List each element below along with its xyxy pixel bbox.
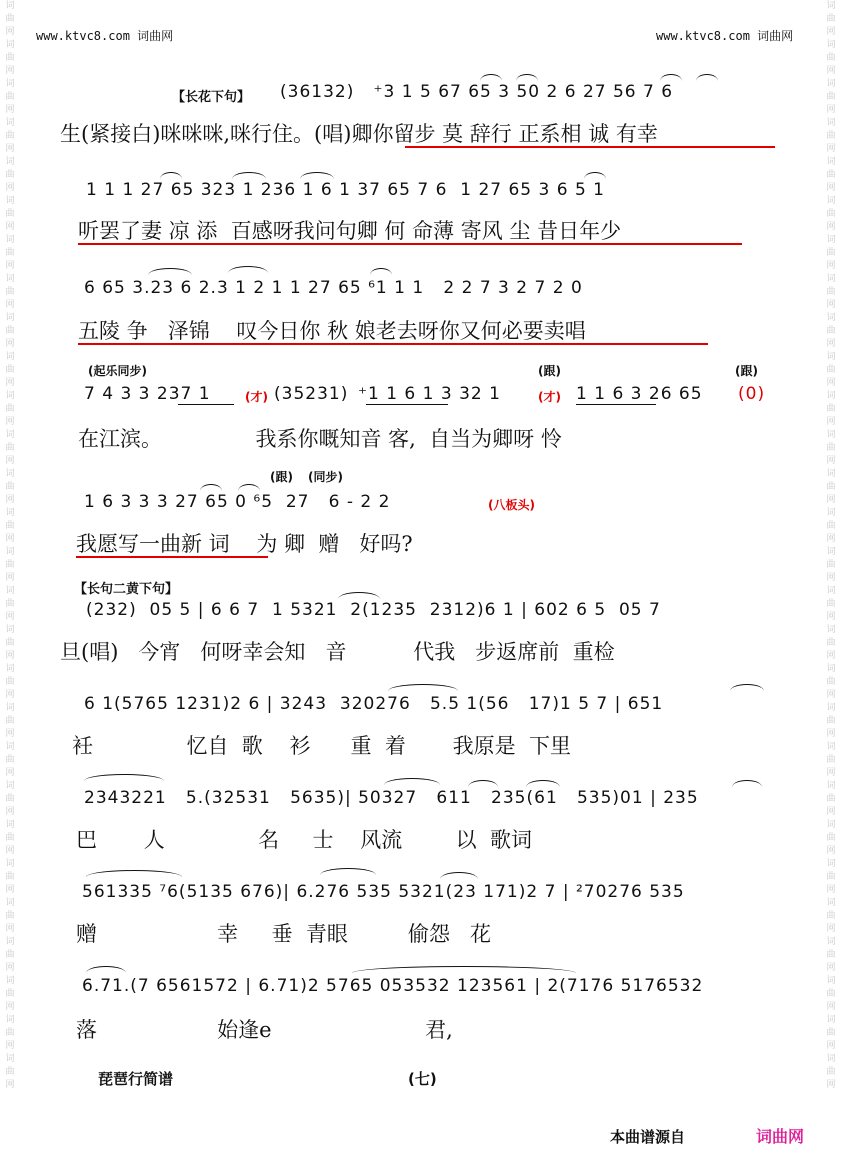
slur [388,684,458,691]
slur [238,484,260,491]
lyrics-row-9: 赠 幸 垂 青眼 偷怨 花 [76,922,491,946]
slur [320,868,376,875]
slur [730,684,764,691]
slur [232,172,266,179]
site-url-right[interactable]: www.ktvc8.com 词曲网 [656,29,794,43]
lyrics-row-2: 听罢了妻 凉 添 百感呀我问句卿 何 命薄 寄风 尘 昔日年少 [78,219,622,243]
cue-zero: (0) [738,384,766,404]
notation-row-9: 561335 ⁷6(5135 676)| 6.276 535 5321(23 171)2 7 | ²70276 535 [82,882,685,902]
slur [370,268,392,275]
section-label-erhuang: 【长句二黄下句】 [74,582,179,597]
cue-babantou: (八板头) [488,498,535,512]
notation-row-4c: ⁺1 1 6 1 3 32 1 [358,384,501,404]
slur [160,172,182,179]
slur [732,780,762,787]
cue-mark-tongbu: (同步) [308,470,343,484]
slur [660,74,682,81]
lyric-underline [78,243,742,245]
lyrics-row-4: 在江滨。 我系你嘅知音 客, 自当为卿呀 怜 [78,427,562,451]
slur [86,966,126,973]
slur [352,966,576,973]
beam-line [576,404,656,405]
lyrics-row-3: 五陵 争 泽锦 叹今日你 秋 娘老去呀你又何必要卖唱 [78,319,586,343]
slur [696,74,718,81]
slur [84,774,164,781]
slur [338,592,380,599]
slur [148,268,192,275]
notation-row-6: (232) 05 5 | 6 6 7 1 5321 2(1235 2312)6 1 | 602 6 5 05 7 [86,600,661,620]
site-url-left[interactable]: www.ktvc8.com 词曲网 [36,29,174,43]
watermark-left: 词曲网词曲网词曲网词曲网词曲网词曲网词曲网词曲网词曲网词曲网词曲网词曲网词曲网词曲网词曲网词曲网词曲网词曲网词曲网词曲网词曲网词曲网词曲网词曲网词曲网词曲网词曲网词曲网 [5,1,15,1090]
cue-cai: (才) [538,390,561,404]
notation-row-3: 6 65 3.23 6 2.3 1 2 1 1 27 65 ⁶1 1 1 2 2 7 3 2 7 2 0 [84,278,583,298]
slur [200,484,222,491]
slur [526,780,560,787]
cue-mark-gen: (跟) [270,470,293,484]
notation-row-10: 6.71.(7 6561572 | 6.71)2 5765 053532 123561 | 2(7176 5176532 [82,976,704,996]
slur [440,872,478,879]
notation-row-5: 1 6 3 3 3 27 65 0 ⁶5 27 6 - 2 2 [84,492,391,512]
notation-row-4a: 7 4 3 3 237 1 [84,384,211,404]
lyrics-row-5: 我愿写一曲新 词 为 卿 赠 好吗? [76,532,413,556]
lyric-underline [405,146,775,148]
slur [228,266,268,273]
source-text: 本曲谱源自 [610,1128,686,1146]
page-number: (七) [408,1070,437,1088]
notation-row-4b: (35231) [274,384,349,404]
cue-mark-gen: (跟) [735,364,758,378]
beam-line [366,404,448,405]
slur [516,74,538,81]
lyrics-row-6: 旦(唱) 今宵 何呀幸会知 音 代我 步返席前 重检 [60,640,615,664]
slur [384,778,440,785]
notation-row-8: 2343221 5.(32531 5635)| 50327 611 235(61 535)01 | 235 [84,788,699,808]
slur [584,172,606,179]
slur [300,172,334,179]
lyric-underline [78,343,708,345]
cue-cai: (才) [245,390,268,404]
score-title: 琵琶行简谱 [98,1070,174,1088]
brand-logo[interactable]: 词曲网 [756,1127,805,1146]
notation-row-7: 6 1(5765 1231)2 6 | 3243 320276 5.5 1(56 17)1 5 7 | 651 [84,694,664,714]
section-label-changhua: 【长花下句】 [172,90,251,105]
cue-mark-gen: (跟) [538,364,561,378]
watermark-right: 词曲网词曲网词曲网词曲网词曲网词曲网词曲网词曲网词曲网词曲网词曲网词曲网词曲网词曲网词曲网词曲网词曲网词曲网词曲网词曲网词曲网词曲网词曲网词曲网词曲网词曲网词曲网词曲网 [826,1,836,1090]
notation-row-4d: 1 1 6 3 26 65 [576,384,703,404]
notation-row-2: 1 1 1 27 65 323 1 236 1 6 1 37 65 7 6 1 27 65 3 6 5 1 [86,180,605,200]
lyrics-row-7: 衽 忆自 歌 衫 重 着 我原是 下里 [72,734,571,758]
lyrics-row-10: 落 始逢e 君, [76,1018,453,1042]
lyrics-row-8: 巴 人 名 士 风流 以 歌词 [76,828,533,852]
slur [480,74,502,81]
cue-label-qiyue: (起乐同步) [88,364,147,378]
lyrics-row-1: 生(紧接白)咪咪咪,咪行住。(唱)卿你留步 莫 辞行 正系相 诚 有幸 [60,122,658,146]
slur [468,780,498,787]
lyric-underline [76,556,268,558]
notation-row-1: (36132) ⁺3 1 5 67 65 3 50 2 6 27 56 7 6 [280,82,674,102]
beam-line [178,404,234,405]
slur [86,870,182,877]
